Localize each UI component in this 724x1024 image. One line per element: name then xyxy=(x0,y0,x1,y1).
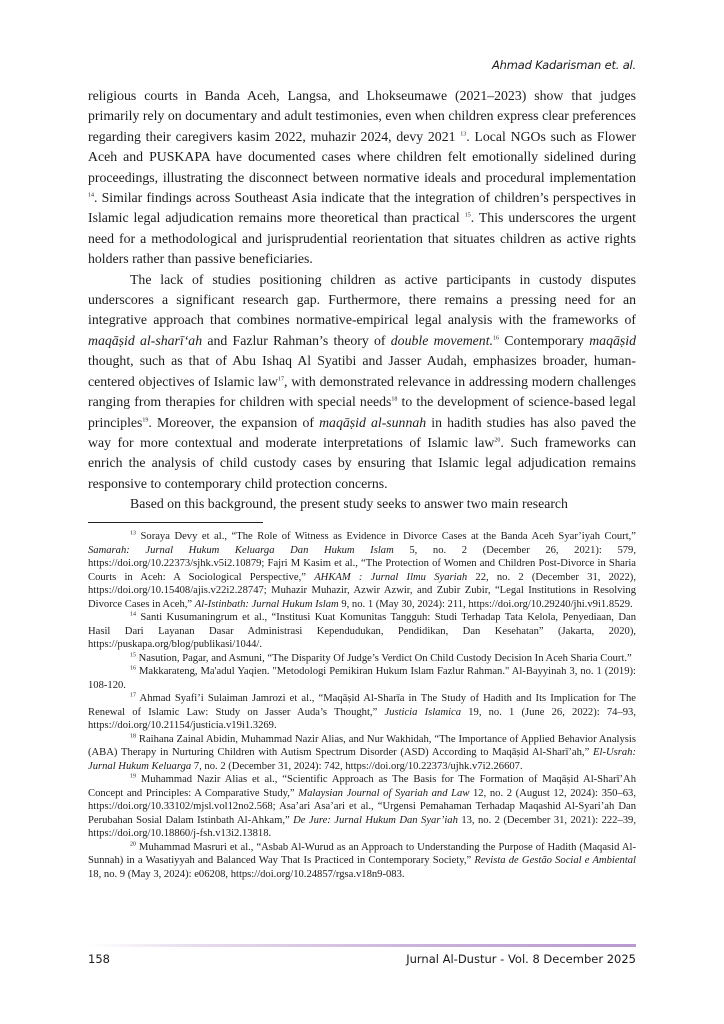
footnote-16 xyxy=(88,665,636,692)
footnote-ref-17[interactable]: 17 xyxy=(277,376,284,383)
journal-title: Al-Istinbath: Jurnal Hukum Islam xyxy=(194,598,339,610)
text-run: religious courts in Banda Aceh, Langsa, and Lhokseumawe (2021–2023) show that judges primarily rely on documentary and adult testimonies, even when children express clear preferences regarding their caregivers kasim 2022, muhazir 2024, devy 2021 xyxy=(88,88,636,144)
journal-title: El-Usrah: Jurnal Hukum Keluarga xyxy=(88,747,636,772)
text-run: Ahmad Syafi’i Sulaiman Jamrozi et al., “Maqāṣid Al-Sharīa in The Study of Hadith and Its Implication for The Renewal of Islamic Law: Study on Jasser Auda’s Thought,” xyxy=(88,693,636,718)
footnote-separator xyxy=(88,522,263,523)
footer-gradient-rule xyxy=(88,944,636,947)
text-run: . Similar findings across Southeast Asia indicate that the integration of children’s perspectives in Islamic legal adjudication remains more theoretical than practical xyxy=(88,190,636,226)
footnote-number: 16 xyxy=(130,665,136,672)
text-run: . Local NGOs such as Flower Aceh and PUSKAPA have documented cases where children felt emotionally sidelined during proceedings, illustrating the disconnect between normative ideals and procedural implementation xyxy=(88,128,637,185)
footnote-15 xyxy=(88,652,636,666)
footnote-ref-15[interactable]: 15 xyxy=(464,212,471,219)
footnote-18 xyxy=(88,733,636,774)
text-run: Makkarateng, Ma'adul Yaqien. "Metodologi Pemikiran Hukum Islam Fazlur Rahman." Al-Bayyinah 3, no. 1 (2019): 108-120. xyxy=(88,666,636,691)
text-run: thought, such as that of Abu Ishaq Al Syatibi and Jasser Audah, emphasizes broader, human-centered objectives of Islamic law xyxy=(88,353,636,389)
text-run: The lack of studies positioning children as active participants in custody disputes underscores a significant research gap. Furthermore, there remains a pressing need for an integrative approach that combines normative-empirical legal analysis with the frameworks of xyxy=(88,271,636,328)
footnote-number: 17 xyxy=(130,692,136,699)
text-run: 18, no. 9 (May 3, 2024): e06208, https://doi.org/10.24857/rgsa.v18n9-083. xyxy=(88,868,405,880)
text-run: Contemporary xyxy=(498,332,590,348)
text-run: in hadith studies has also paved the way for more contextual and moderate interpretations of Islamic law xyxy=(88,414,636,450)
italic-term: maqāṣid al-sunnah xyxy=(319,414,427,430)
paragraph-2 xyxy=(88,270,636,494)
text-run: 12, no. 2 (August 12, 2024): 350–63, https://doi.org/10.33102/mjsl.vol12no2.568; Asa’ari Asa’ari et al., “Urgensi Pemahaman Terhadap Maqashid Al-Syari’ah Dan Perubahan Sosial Dalam Istinbath Al-Ahkam,” xyxy=(88,787,637,826)
italic-term: maqāṣid al-sharī‘ah xyxy=(88,332,203,348)
footnote-13 xyxy=(88,530,636,611)
page-number: 158 xyxy=(88,952,110,966)
running-head: Ahmad Kadarisman et. al. xyxy=(492,58,636,72)
journal-title: Revista de Gestão Social e Ambiental xyxy=(474,855,636,866)
text-run: Soraya Devy et al., “The Role of Witness as Evidence in Divorce Cases at the Banda Aceh Syar’iyah Court,” xyxy=(136,531,636,542)
footnote-number: 18 xyxy=(130,732,136,739)
footnote-17 xyxy=(88,692,636,733)
text-run: to the development of science-based legal principles xyxy=(88,394,636,430)
text-run: Muhammad Nazir Alias et al., “Scientific Approach as The Basis for The Formation of Maqāṣid Al-Sharī’Ah Concept and Principles: A Comparative Study,” xyxy=(88,774,636,799)
text-run: . Such frameworks can enrich the analysis of child custody cases by ensuring that Islamic legal adjudication remains responsive to contemporary child protection concerns. xyxy=(88,434,637,491)
text-run: 19, no. 1 (June 26, 2022): 74–93, https://doi.org/10.21154/justicia.v19i1.3269. xyxy=(88,706,636,731)
footnote-ref-20[interactable]: 20 xyxy=(494,437,501,444)
footnote-ref-16[interactable]: 16 xyxy=(492,335,499,342)
text-run: 9, no. 1 (May 30, 2024): 211, https://doi.org/10.29240/jhi.v9i1.8529. xyxy=(338,598,633,610)
text-run: 13, no. 2 (December 31, 2021): 222–39, https://doi.org/10.18860/j-fsh.v13i2.13818. xyxy=(88,814,637,839)
footnote-number: 20 xyxy=(130,840,136,847)
journal-footer: Jurnal Al-Dustur - Vol. 8 December 2025 xyxy=(406,952,636,966)
text-run: , with demonstrated relevance in addressing modern challenges ranging from therapies for children with special needs xyxy=(88,373,636,410)
journal-title: Justicia Islamica xyxy=(384,706,462,718)
footnote-ref-13[interactable]: 13 xyxy=(460,131,467,138)
footnote-ref-14[interactable]: 14 xyxy=(88,192,94,199)
footnote-number: 15 xyxy=(130,651,136,658)
text-run: 22, no. 2 (December 31, 2022), https://doi.org/10.15408/ajis.v22i2.28747; Muhazir Muhazir, Azwir Azwir, and Zubir Zubir, “Legal Institutions in Resolving Divorce Cases in Aceh,” xyxy=(88,571,636,610)
italic-term: double movement. xyxy=(390,332,493,348)
body-text xyxy=(88,86,636,515)
text-run: 7, no. 2 (December 31, 2024): 742, https://doi.org/10.22373/ujhk.v7i2.26607. xyxy=(191,760,523,772)
footnote-number: 19 xyxy=(130,773,136,780)
text-run: and Fazlur Rahman’s theory of xyxy=(202,332,391,348)
journal-title: Samarah: Jurnal Hukum Keluarga Dan Hukum Islam xyxy=(88,544,394,556)
journal-title: De Jure: Jurnal Hukum Dan Syar’iah xyxy=(293,814,458,826)
text-run: Santi Kusumaningrum et al., “Institusi Kuat Komunitas Tangguh: Studi Terhadap Tata Kelola, Penyediaan, Dan Hasil Dari Layanan Dasar Administrasi Kependudukan, Pendidikan, Dan Kesehatan” (Jakarta, 2020), https://puskapa.org/blog/publikasi/1044/. xyxy=(88,612,636,650)
footnote-14 xyxy=(88,611,636,652)
footnote-number: 14 xyxy=(130,611,136,618)
footnote-number: 13 xyxy=(130,530,136,537)
paragraph-3: Based on this background, the present study seeks to answer two main research xyxy=(130,496,568,512)
text-run: Raihana Zainal Abidin, Muhammad Nazir Alias, and Nur Wakhidah, “The Importance of Applied Behavior Analysis (ABA) Therapy in Nurturing Children with Autism Spectrum Disorder (ASD) According to Maqāṣid Al-Sharī’ah,” xyxy=(88,733,636,758)
italic-term: maqāṣid xyxy=(589,332,636,348)
paragraph-1 xyxy=(88,86,636,270)
text-run: 5, no. 2 (December 26, 2021): 579, https://doi.org/10.22373/sjhk.v5i2.10879; Fajri M Kasim et al., “The Protection of Women and Children Post-Divorce in Sharia Courts in Aceh: A Sociological Perspective,” xyxy=(88,544,636,583)
text-run: Nasution, Pagar, and Asmuni, “The Disparity Of Judge’s Verdict On Child Custody Decision In Aceh Sharia Court.” xyxy=(136,652,632,664)
footnote-20 xyxy=(88,841,636,882)
text-run: . This underscores the urgent need for a methodological and jurisprudential reorientation that situates children as active rights holders rather than passive beneficiaries. xyxy=(88,210,636,267)
text-run: . Moreover, the expansion of xyxy=(148,414,320,430)
text-run: Muhammad Masruri et al., “Asbab Al-Wurud as an Approach to Understanding the Purpose of Hadith (Maqasid Al-Sunnah) in a Wasatiyyah and Balanced Way That Is Practiced in Contemporary Society,” xyxy=(88,841,636,866)
journal-title: AHKAM : Jurnal Ilmu Syariah xyxy=(314,571,468,583)
footnotes xyxy=(88,530,636,881)
footnote-19 xyxy=(88,773,636,841)
footnote-ref-18[interactable]: 18 xyxy=(391,396,398,403)
footnote-ref-19[interactable]: 19 xyxy=(142,416,149,423)
journal-title: Malaysian Journal of Syariah and Law xyxy=(298,787,470,799)
